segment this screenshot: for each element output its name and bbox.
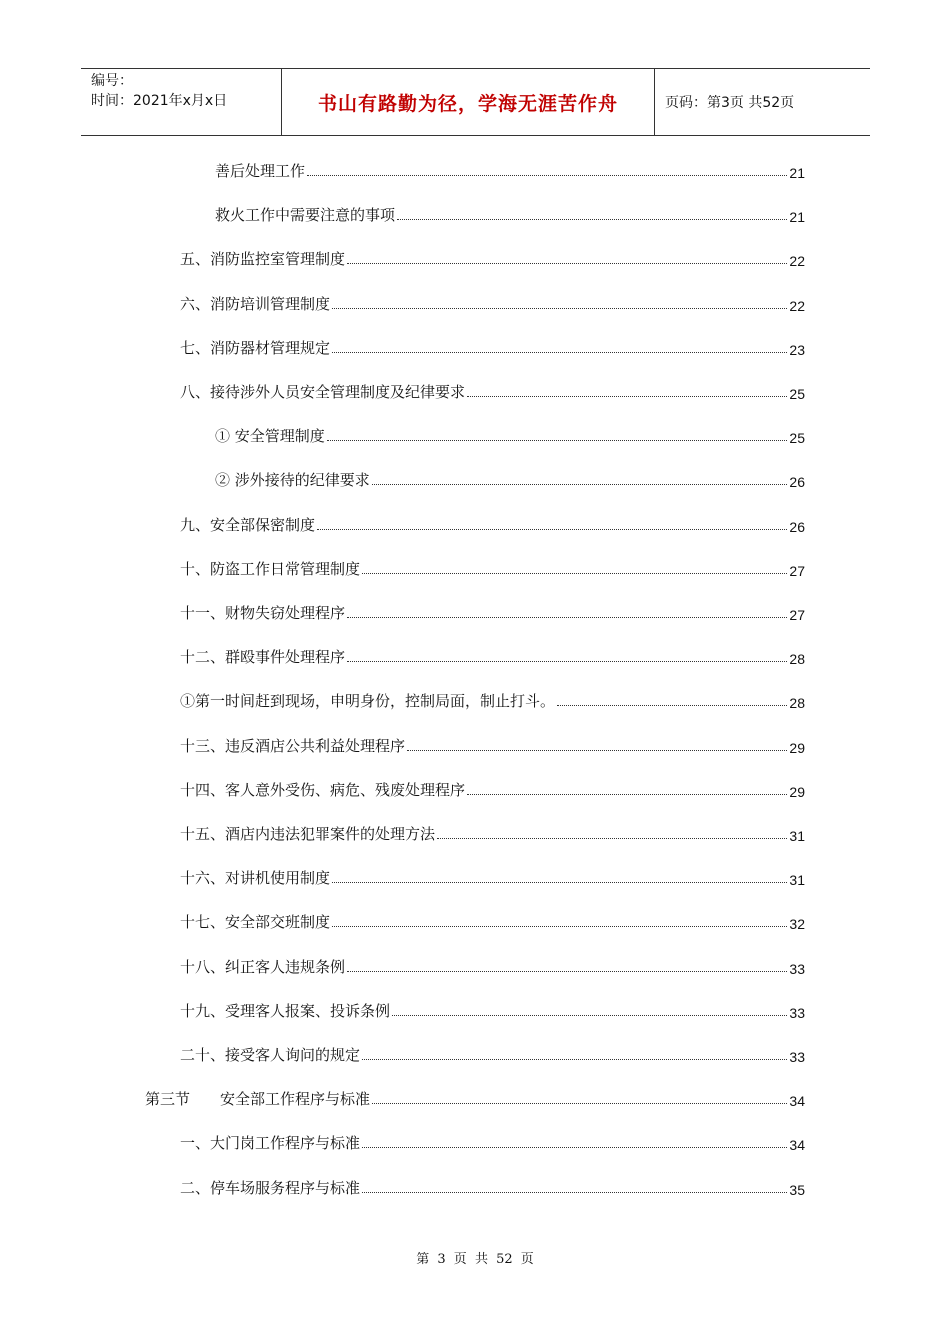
toc-entry[interactable]	[180, 910, 805, 932]
toc-dot-leader	[407, 749, 787, 751]
toc-dot-leader	[362, 1058, 787, 1060]
toc-entry-title: 二十、接受客人询问的规定	[180, 1046, 361, 1064]
page-footer: 第 3 页 共 52 页	[416, 1252, 534, 1267]
toc-entry[interactable]	[215, 424, 805, 446]
toc-entry-page: 26	[789, 518, 805, 535]
toc-entry-title: 十四、客人意外受伤、病危、残废处理程序	[180, 780, 466, 799]
toc-entry[interactable]	[180, 247, 805, 269]
toc-entry-title: ② 涉外接待的纪律要求	[215, 471, 370, 490]
toc-entry-page: 31	[789, 828, 805, 844]
toc-entry-title: 十八、纠正客人违规条例	[180, 957, 346, 976]
toc-dot-leader	[362, 1146, 787, 1148]
toc-entry-title: ①第一时间赶到现场，申明身份，控制局面，制止打斗。	[180, 692, 556, 711]
toc-dot-leader	[332, 881, 787, 883]
toc-entry[interactable]	[180, 292, 805, 314]
header-motto: 书山有路勤为径，学海无涯苦作舟	[282, 69, 655, 135]
toc-entry-title: 五、消防监控室管理制度	[180, 250, 346, 269]
toc-entry-page: 34	[789, 1093, 805, 1110]
toc-entry-title: ① 安全管理制度	[215, 427, 325, 446]
toc-dot-leader	[332, 307, 787, 309]
toc-entry-page: 33	[789, 1004, 805, 1021]
toc-entry-page: 29	[789, 739, 805, 756]
toc-entry-page: 21	[789, 165, 805, 181]
toc-entry-page: 33	[789, 960, 805, 977]
header-meta	[81, 69, 282, 135]
toc-entry[interactable]	[180, 999, 805, 1021]
toc-dot-leader	[467, 793, 787, 795]
footer-current-page: 3	[437, 1252, 446, 1267]
toc-entry-title: 六、消防培训管理制度	[180, 294, 331, 313]
toc-entry[interactable]	[215, 159, 805, 181]
toc-entry[interactable]	[180, 734, 805, 756]
toc-entry[interactable]	[180, 1131, 805, 1153]
toc-entry[interactable]	[180, 513, 805, 535]
toc-entry-title: 十九、受理客人报案、投诉条例	[180, 1001, 391, 1020]
toc-dot-leader	[347, 616, 787, 618]
toc-entry-page: 35	[789, 1181, 805, 1198]
toc-dot-leader	[347, 262, 787, 264]
toc-entry-title: 第三节 安全部工作程序与标准	[145, 1090, 371, 1109]
page-header	[81, 68, 870, 136]
toc-entry[interactable]	[180, 822, 805, 844]
toc-entry-title: 十五、酒店内违法犯罪案件的处理方法	[180, 825, 436, 843]
toc-entry-title: 八、接待涉外人员安全管理制度及纪律要求	[180, 383, 466, 401]
toc-entry-page: 25	[789, 430, 805, 447]
toc-entry-page: 32	[789, 916, 805, 933]
toc-entry[interactable]	[180, 336, 805, 358]
serial-label: 编号：	[91, 73, 133, 89]
toc-entry-page: 28	[789, 695, 805, 712]
toc-dot-leader	[467, 395, 787, 397]
toc-dot-leader	[362, 1191, 787, 1193]
toc-entry[interactable]	[180, 380, 805, 402]
toc-dot-leader	[347, 660, 787, 662]
toc-dot-leader	[372, 1102, 787, 1104]
toc-entry[interactable]	[215, 203, 805, 225]
toc-entry-page: 22	[789, 297, 805, 314]
toc-entry[interactable]	[180, 1043, 805, 1065]
toc-dot-leader	[437, 837, 787, 839]
toc-dot-leader	[332, 925, 787, 927]
toc-entry[interactable]	[180, 955, 805, 977]
toc-dot-leader	[372, 483, 788, 485]
toc-dot-leader	[347, 970, 787, 972]
toc-entry-page: 26	[789, 474, 805, 491]
toc-entry-title: 救火工作中需要注意的事项	[215, 206, 396, 225]
toc-entry-page: 23	[789, 341, 805, 358]
toc-dot-leader	[557, 704, 787, 706]
toc-entry-title: 十二、群殴事件处理程序	[180, 648, 346, 667]
toc-entry-page: 34	[789, 1137, 805, 1154]
toc-entry-page: 21	[789, 209, 805, 226]
toc-entry-page: 22	[789, 253, 805, 270]
toc-entry-page: 27	[789, 562, 805, 579]
toc-entry[interactable]	[145, 1087, 805, 1109]
toc-dot-leader	[327, 439, 788, 441]
toc-entry[interactable]	[180, 689, 805, 711]
toc-entry[interactable]	[180, 778, 805, 800]
toc-dot-leader	[362, 572, 787, 574]
toc-entry[interactable]	[180, 1176, 805, 1198]
toc-entry-title: 九、安全部保密制度	[180, 515, 316, 534]
toc-entry[interactable]	[215, 468, 805, 490]
toc-entry-title: 一、大门岗工作程序与标准	[180, 1134, 361, 1153]
toc-entry-page: 33	[789, 1049, 805, 1065]
toc-dot-leader	[392, 1014, 787, 1016]
time-label: 时间：2021年x月x日	[91, 93, 228, 109]
toc-entry-title: 二、停车场服务程序与标准	[180, 1178, 361, 1197]
toc-entry[interactable]	[180, 557, 805, 579]
toc-entry[interactable]	[180, 601, 805, 623]
toc-entry-title: 十三、违反酒店公共利益处理程序	[180, 736, 406, 755]
toc-dot-leader	[317, 528, 787, 530]
toc-entry-title: 十、防盗工作日常管理制度	[180, 559, 361, 578]
toc-entry-title: 十一、财物失窃处理程序	[180, 604, 346, 622]
toc-entry-page: 25	[789, 386, 805, 402]
toc-entry-title: 十七、安全部交班制度	[180, 913, 331, 932]
toc-dot-leader	[307, 174, 787, 176]
toc-entry-page: 28	[789, 651, 805, 668]
toc-dot-leader	[332, 351, 787, 353]
toc-entry-page: 29	[789, 783, 805, 800]
header-page-info: 页码：第3页 共52页	[665, 95, 795, 111]
toc-entry-title: 善后处理工作	[215, 162, 306, 180]
toc-entry[interactable]	[180, 866, 805, 888]
footer-total-pages: 52	[496, 1252, 513, 1267]
toc-entry-title: 十六、对讲机使用制度	[180, 869, 331, 888]
toc-entry[interactable]	[180, 645, 805, 667]
toc-dot-leader	[397, 218, 787, 220]
toc-entry-title: 七、消防器材管理规定	[180, 338, 331, 357]
toc-entry-page: 27	[789, 607, 805, 623]
toc-entry-page: 31	[789, 872, 805, 889]
